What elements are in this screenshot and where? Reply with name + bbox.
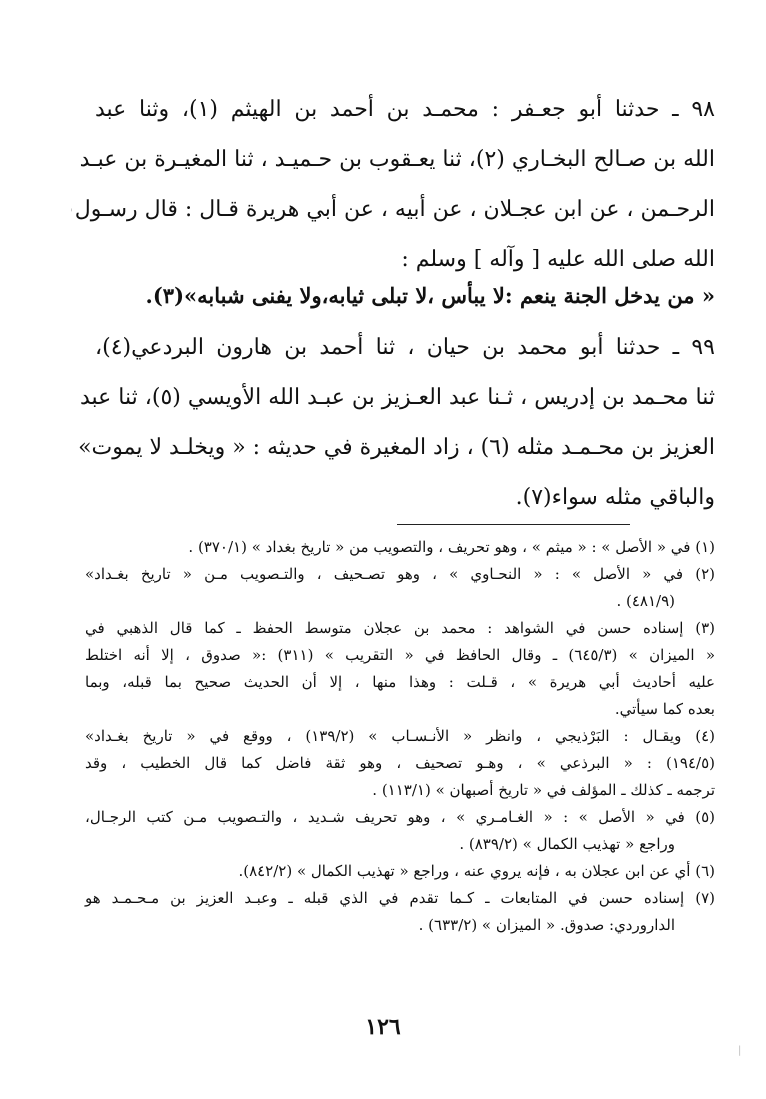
page-number: ١٢٦ — [365, 1014, 401, 1040]
footnote-line: (١٩٤/٥) : « البرذعي » ، وهـو تصحيف ، وهو ثقة فاضل كما قال الخطيب ، وقد — [85, 754, 715, 772]
footnote-line: ترجمه ـ كذلك ـ المؤلف في « تاريخ أصبهان » (١١٣/١) . — [372, 781, 715, 799]
hadith-99-line-3: العزيز بن محـمـد مثله (٦) ، زاد المغيرة في حديثه : « ويخلـد لا يموت» — [78, 435, 715, 460]
hadith-98-line-4: الله صلى الله عليه [ وآله ] وسلم : — [401, 247, 715, 272]
scan-mark: ' — [70, 208, 73, 219]
hadith-98-line-1: ٩٨ ـ حدثنا أبو جعـفر : محمـد بن أحمد بن الهيثم (١)، وثنا عبد — [95, 97, 715, 122]
hadith-98 — [74, 92, 715, 278]
footnote-line: عليه أحاديث أبي هريرة » ، قـلت : وهذا منها ، إلا أن الحديث صحيح بما قبله، وبما — [85, 673, 715, 691]
footnote-line: (٢) في « الأصل » : « النحـاوي » ، وهو تصـحيف ، والتـصويب مـن « تاريخ بغـداد» — [85, 565, 715, 583]
hadith-99-line-4: والباقي مثله سواء(٧). — [515, 485, 715, 510]
footnote-line: (٣) إسناده حسن في الشواهد : محمد بن عجلان متوسط الحفظ ـ كما قال الذهبي في — [85, 619, 715, 637]
footnote-separator — [397, 524, 630, 525]
footnote-1 — [85, 534, 715, 561]
hadith-99 — [78, 330, 715, 516]
footnote-line: (٤) ويقـال : البَرْذيجي ، وانظر « الأنـسـاب » (١٣٩/٢) ، ووقع في « تاريخ بغـداد» — [85, 727, 716, 745]
footnote-line: الداروردي: صدوق. « الميزان » (٦٣٣/٢) . — [418, 916, 675, 934]
footnote-5 — [85, 804, 715, 858]
footnote-line: وراجع « تهذيب الكمال » (٨٣٩/٢) . — [459, 835, 675, 853]
footnote-3 — [85, 615, 715, 723]
footnote-7 — [85, 885, 715, 939]
footnote-line: (٦) أي عن ابن عجلان به ، فإنه يروي عنه ، وراجع « تهذيب الكمال » (٨٤٢/٢). — [238, 862, 715, 880]
hadith-98-quote — [95, 278, 715, 314]
footnote-line: « الميزان » (٦٤٥/٣) ـ وقال الحافظ في « التقريب » (٣١١) :« صدوق ، إلا أنه اختلط — [85, 646, 715, 664]
footnote-line: (٧) إسناده حسن في المتابعات ـ كـما تقدم في الذي قبله ـ وعبـد العزيز بن مـحـمـد هو — [85, 889, 715, 907]
hadith-98-line-3: الرحـمن ، عن ابن عجـلان ، عن أبيه ، عن أبي هريرة قـال : قال رسـول — [74, 197, 715, 222]
footnote-line: (٤٨١/٩) . — [616, 592, 675, 610]
hadith-99-line-2: ثنا محـمد بن إدريس ، ثـنا عبد العـزيز بن عبـد الله الأويسي (٥)، ثنا عبد — [79, 385, 715, 410]
footnote-4 — [85, 723, 715, 804]
footnote-line: بعده كما سيأتي. — [614, 700, 715, 718]
footnote-line: (١) في « الأصل » : « ميثم » ، وهو تحريف ، والتصويب من « تاريخ بغداد » (٣٧٠/١) . — [188, 538, 715, 556]
footnote-line: (٥) في « الأصل » : « الغـامـري » ، وهو تحريف شـديد ، والتـصويب مـن كتب الرجـال، — [85, 808, 715, 826]
quote-text: « من يدخل الجنة ينعم :لا يبأس ،لا تبلى ثيابه،ولا يفنى شبابه»(٣). — [145, 283, 715, 308]
hadith-98-line-2: الله بن صـالح البخـاري (٢)، ثنا يعـقوب بن حـميـد ، ثنا المغيـرة بن عبـد — [79, 147, 715, 172]
footnote-2 — [85, 561, 715, 615]
scan-mark: | — [738, 1045, 742, 1056]
hadith-99-line-1: ٩٩ ـ حدثنا أبو محمد بن حيان ، ثنا أحمد بن هارون البردعي(٤)، — [95, 335, 715, 360]
footnotes — [85, 534, 715, 939]
footnote-6 — [85, 858, 715, 885]
